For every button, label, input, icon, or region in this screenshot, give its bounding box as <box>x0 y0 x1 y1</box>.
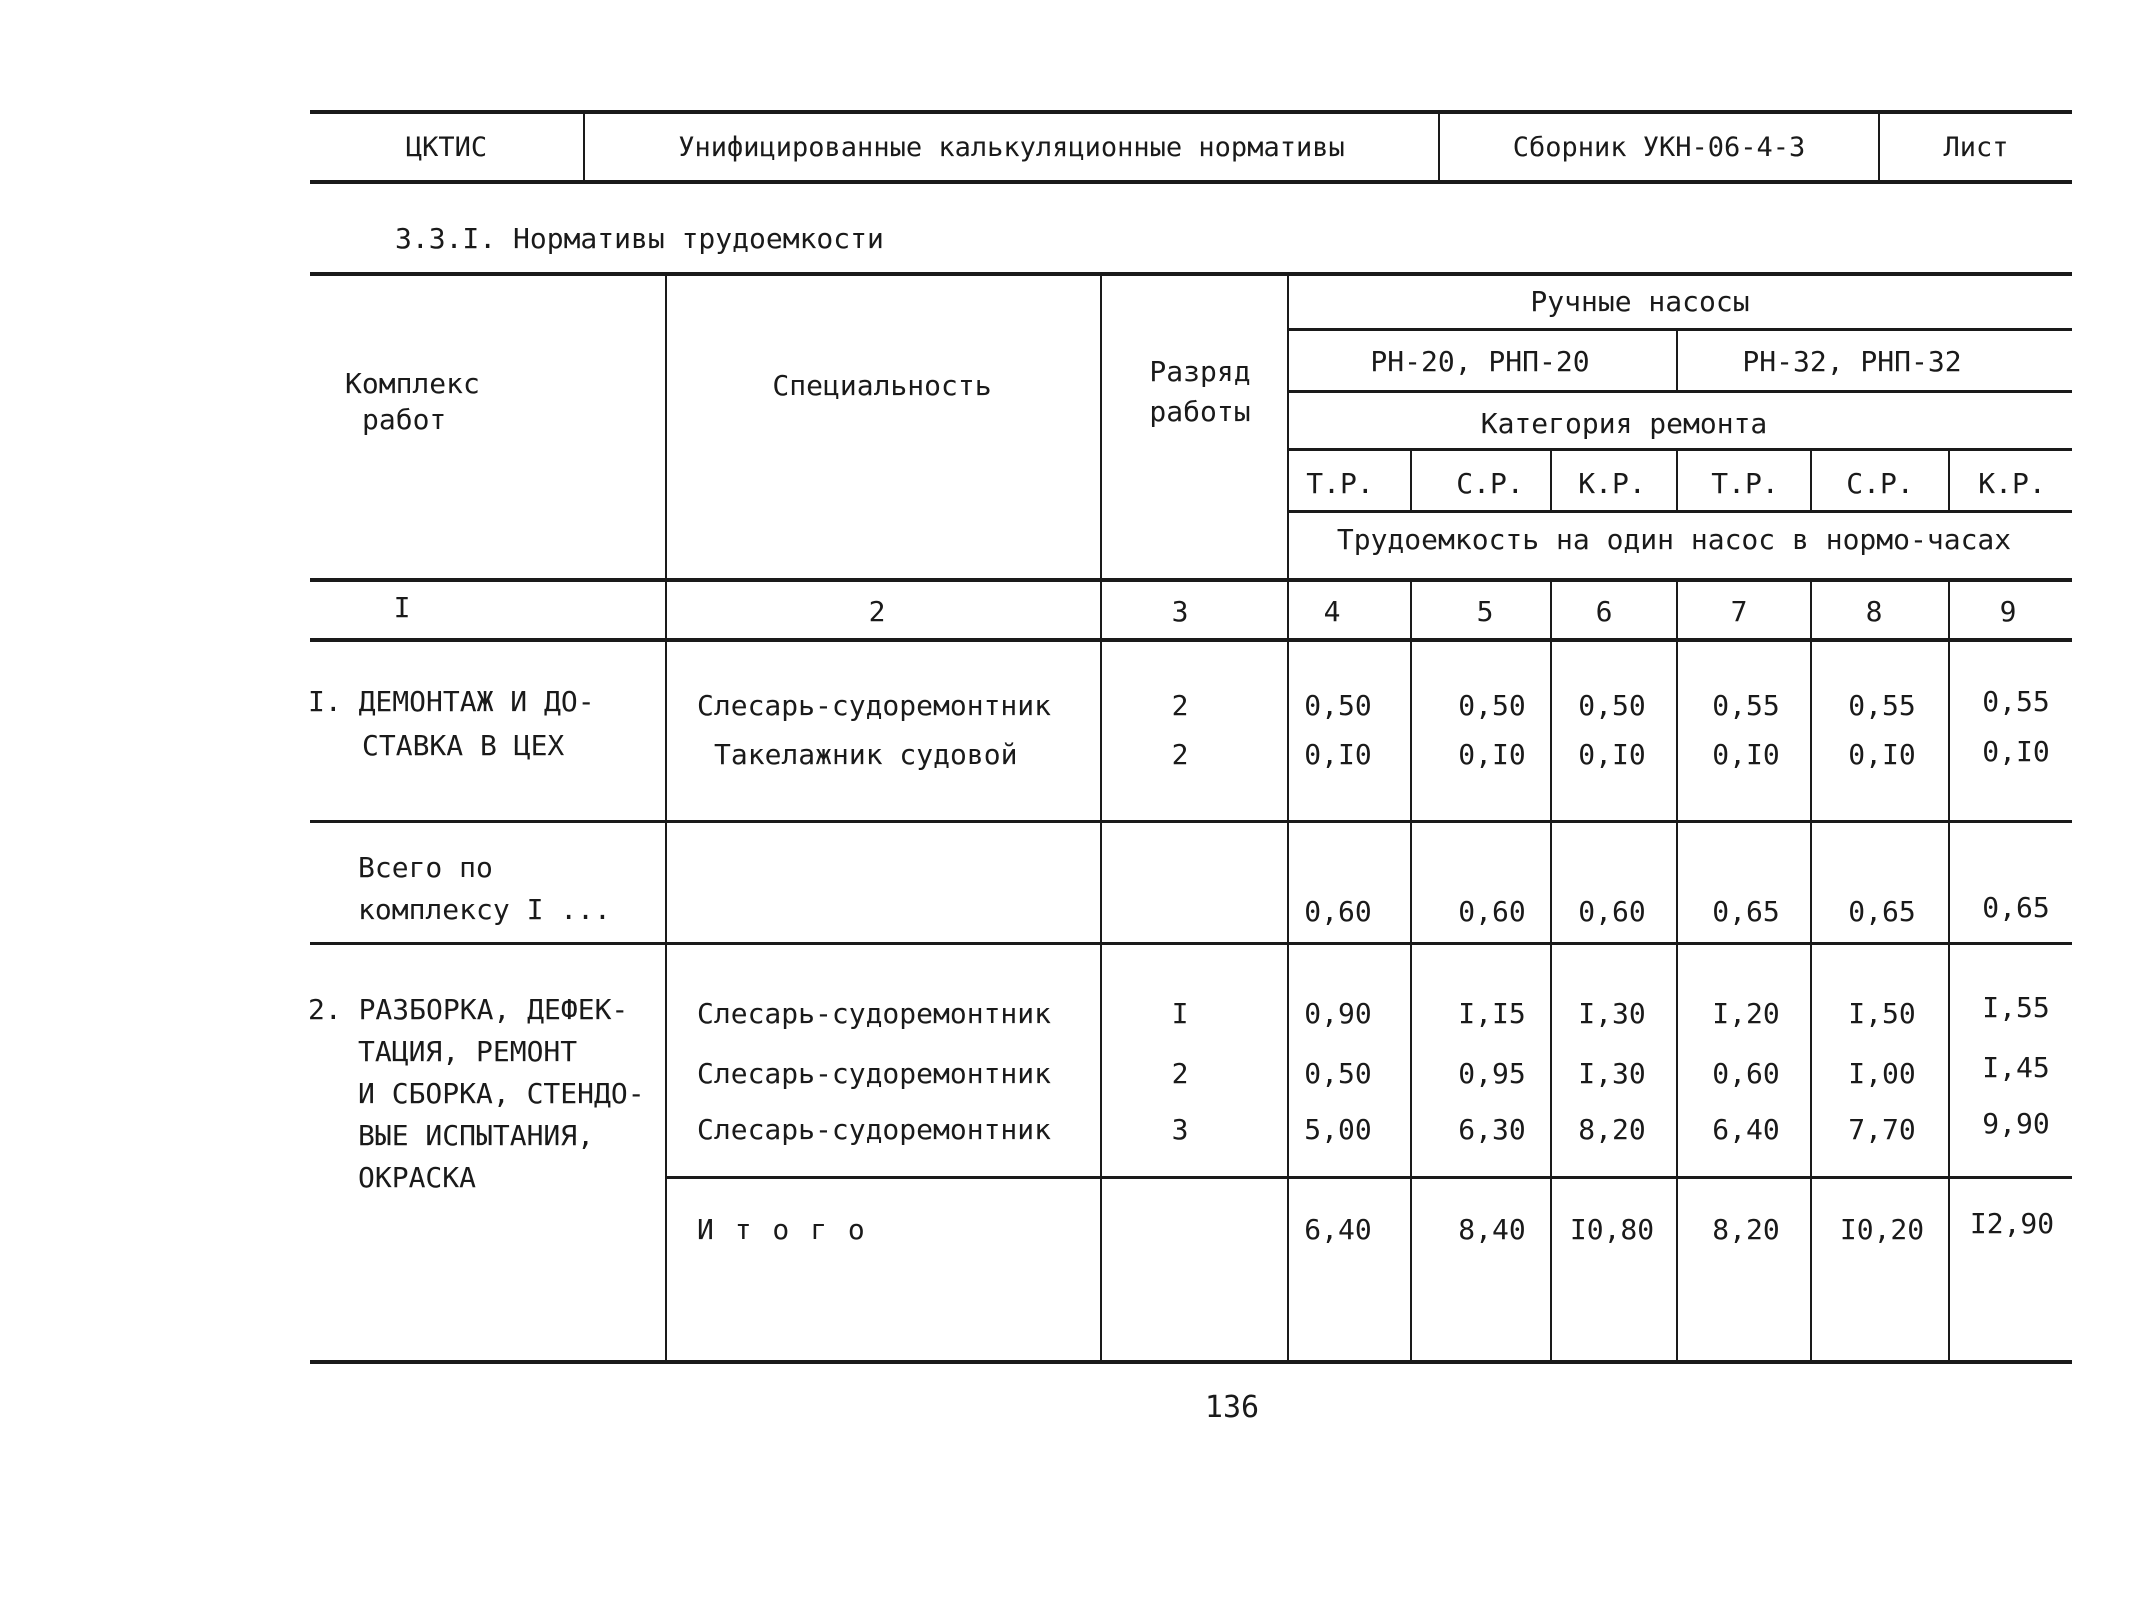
header-title: Унифицированные калькуляционные нормативы <box>585 114 1440 180</box>
repair-type-2: С.Р. <box>1456 467 1524 500</box>
block2-name-line5: ОКРАСКА <box>358 1161 477 1194</box>
block2-row1-val6: I,55 <box>1982 991 2050 1024</box>
rule-col-numbers <box>310 638 2072 642</box>
block1-row2-val1: 0,I0 <box>1304 738 1372 771</box>
block1-row2-val3: 0,I0 <box>1578 738 1646 771</box>
block1-name-line2: СТАВКА В ЦЕХ <box>362 729 565 762</box>
block2-name-line3: И СБОРКА, СТЕНДО- <box>358 1077 645 1110</box>
block2-row3-val4: 6,40 <box>1712 1113 1780 1146</box>
col-number-8: 8 <box>1865 595 1883 628</box>
block2-row2-val6: I,45 <box>1982 1051 2050 1084</box>
col-number-3: 3 <box>1171 595 1189 628</box>
block2-total-val2: 8,40 <box>1458 1213 1526 1246</box>
page-number: 136 <box>1204 1390 1260 1425</box>
col-sep-3 <box>1287 276 1289 1362</box>
header-collection: Сборник УКН-06-4-3 <box>1440 114 1880 180</box>
rt-sep-5 <box>1948 450 1950 510</box>
head-pump2: РН-32, РНП-32 <box>1742 345 1962 378</box>
block2-row3-val2: 6,30 <box>1458 1113 1526 1146</box>
rule-under-pumps <box>1287 390 2072 393</box>
total1-val6: 0,65 <box>1982 891 2050 924</box>
document-header <box>310 110 2072 184</box>
block1-row2-specialty: Такелажник судовой <box>714 738 1018 771</box>
head-complex-line1: Комплекс <box>345 367 480 400</box>
block1-name-line1: I. ДЕМОНТАЖ И ДО- <box>308 685 595 718</box>
rule-under-category <box>1287 448 2072 451</box>
block2-name-line1: 2. РАЗБОРКА, ДЕФЕК- <box>308 993 629 1026</box>
val-sep-1 <box>1410 580 1412 1362</box>
block2-row2-val2: 0,95 <box>1458 1057 1526 1090</box>
col-number-2: 2 <box>868 595 886 628</box>
block2-row1-val3: I,30 <box>1578 997 1646 1030</box>
block2-row2-val4: 0,60 <box>1712 1057 1780 1090</box>
block2-row2-val1: 0,50 <box>1304 1057 1372 1090</box>
block2-total-val1: 6,40 <box>1304 1213 1372 1246</box>
block2-row1-val5: I,50 <box>1848 997 1916 1030</box>
repair-type-5: С.Р. <box>1846 467 1914 500</box>
rule-block1-bottom <box>310 820 2072 823</box>
total1-label-line1: Всего по <box>358 851 493 884</box>
block1-row2-val4: 0,I0 <box>1712 738 1780 771</box>
head-category: Категория ремонта <box>1480 407 1768 440</box>
head-unit: Трудоемкость на один насос в нормо-часах <box>1336 523 2012 556</box>
pump-sep <box>1676 330 1678 390</box>
col-number-1: I <box>393 591 411 624</box>
repair-type-6: К.Р. <box>1978 467 2046 500</box>
block1-row2-val5: 0,I0 <box>1848 738 1916 771</box>
block2-row2-val3: I,30 <box>1578 1057 1646 1090</box>
block1-row1-grade: 2 <box>1171 689 1189 722</box>
block2-row3-val6: 9,90 <box>1982 1107 2050 1140</box>
val-sep-4 <box>1810 580 1812 1362</box>
block1-row1-val1: 0,50 <box>1304 689 1372 722</box>
rule-under-repair-types <box>1287 510 2072 513</box>
block2-row3-grade: 3 <box>1171 1113 1189 1146</box>
block2-total-label: И т о г о <box>697 1213 867 1246</box>
block1-row1-specialty: Слесарь-судоремонтник <box>697 689 1052 722</box>
rt-sep-3 <box>1676 450 1678 510</box>
head-grade-line1: Разряд <box>1149 355 1251 388</box>
head-grade-line2: работы <box>1149 395 1251 428</box>
block1-row1-val5: 0,55 <box>1848 689 1916 722</box>
block2-row1-val2: I,I5 <box>1458 997 1526 1030</box>
total1-val2: 0,60 <box>1458 895 1526 928</box>
block2-row3-val5: 7,70 <box>1848 1113 1916 1146</box>
block1-row1-val2: 0,50 <box>1458 689 1526 722</box>
block2-row1-val4: I,20 <box>1712 997 1780 1030</box>
total1-val4: 0,65 <box>1712 895 1780 928</box>
block2-row2-val5: I,00 <box>1848 1057 1916 1090</box>
rule-head-bottom <box>310 578 2072 582</box>
col-number-5: 5 <box>1476 595 1494 628</box>
block2-total-val6: I2,90 <box>1969 1207 2055 1240</box>
block2-row3-val1: 5,00 <box>1304 1113 1372 1146</box>
block2-row3-val3: 8,20 <box>1578 1113 1646 1146</box>
block2-row2-specialty: Слесарь-судоремонтник <box>697 1057 1052 1090</box>
val-sep-5 <box>1948 580 1950 1362</box>
total1-val3: 0,60 <box>1578 895 1646 928</box>
header-org: ЦКТИС <box>310 114 585 180</box>
rule-block2-rows-bottom <box>665 1176 2072 1179</box>
rt-sep-4 <box>1810 450 1812 510</box>
repair-type-3: К.Р. <box>1578 467 1646 500</box>
rt-sep-2 <box>1550 450 1552 510</box>
block2-total-val5: I0,20 <box>1839 1213 1925 1246</box>
header-sheet: Лист <box>1943 131 2009 163</box>
block2-name-line2: ТАЦИЯ, РЕМОНТ <box>358 1035 578 1068</box>
block2-row1-grade: I <box>1171 997 1189 1030</box>
block1-row2-val2: 0,I0 <box>1458 738 1526 771</box>
col-sep-2 <box>1100 276 1102 1362</box>
head-complex-line2: работ <box>362 403 447 436</box>
repair-type-1: Т.Р. <box>1306 467 1374 500</box>
block2-row2-grade: 2 <box>1171 1057 1189 1090</box>
block2-name-line4: ВЫЕ ИСПЫТАНИЯ, <box>358 1119 595 1152</box>
block1-row2-val6: 0,I0 <box>1982 735 2050 768</box>
block2-total-val3: I0,80 <box>1569 1213 1655 1246</box>
head-pump1: РН-20, РНП-20 <box>1370 345 1590 378</box>
block1-row1-val3: 0,50 <box>1578 689 1646 722</box>
block1-row1-val6: 0,55 <box>1982 685 2050 718</box>
block2-row1-val1: 0,90 <box>1304 997 1372 1030</box>
rt-sep-1 <box>1410 450 1412 510</box>
head-group: Ручные насосы <box>1530 285 1750 318</box>
head-specialty: Специальность <box>772 369 992 402</box>
total1-val5: 0,65 <box>1848 895 1916 928</box>
col-number-6: 6 <box>1595 595 1613 628</box>
block1-row1-val4: 0,55 <box>1712 689 1780 722</box>
block2-total-val4: 8,20 <box>1712 1213 1780 1246</box>
section-title: 3.3.I. Нормативы трудоемкости <box>395 222 884 255</box>
table-bottom-rule <box>310 1360 2072 1364</box>
rule-total1-bottom <box>310 942 2072 945</box>
rule-under-group <box>1287 328 2072 331</box>
block2-row3-specialty: Слесарь-судоремонтник <box>697 1113 1052 1146</box>
val-sep-2 <box>1550 580 1552 1362</box>
total1-label-line2: комплексу I ... <box>358 893 611 926</box>
total1-val1: 0,60 <box>1304 895 1372 928</box>
col-number-7: 7 <box>1730 595 1748 628</box>
col-sep-1 <box>665 276 667 1362</box>
block1-row2-grade: 2 <box>1171 738 1189 771</box>
block2-row1-specialty: Слесарь-судоремонтник <box>697 997 1052 1030</box>
col-number-4: 4 <box>1323 595 1341 628</box>
val-sep-3 <box>1676 580 1678 1362</box>
table-top-rule <box>310 272 2072 276</box>
col-number-9: 9 <box>1999 595 2017 628</box>
repair-type-4: Т.Р. <box>1711 467 1779 500</box>
